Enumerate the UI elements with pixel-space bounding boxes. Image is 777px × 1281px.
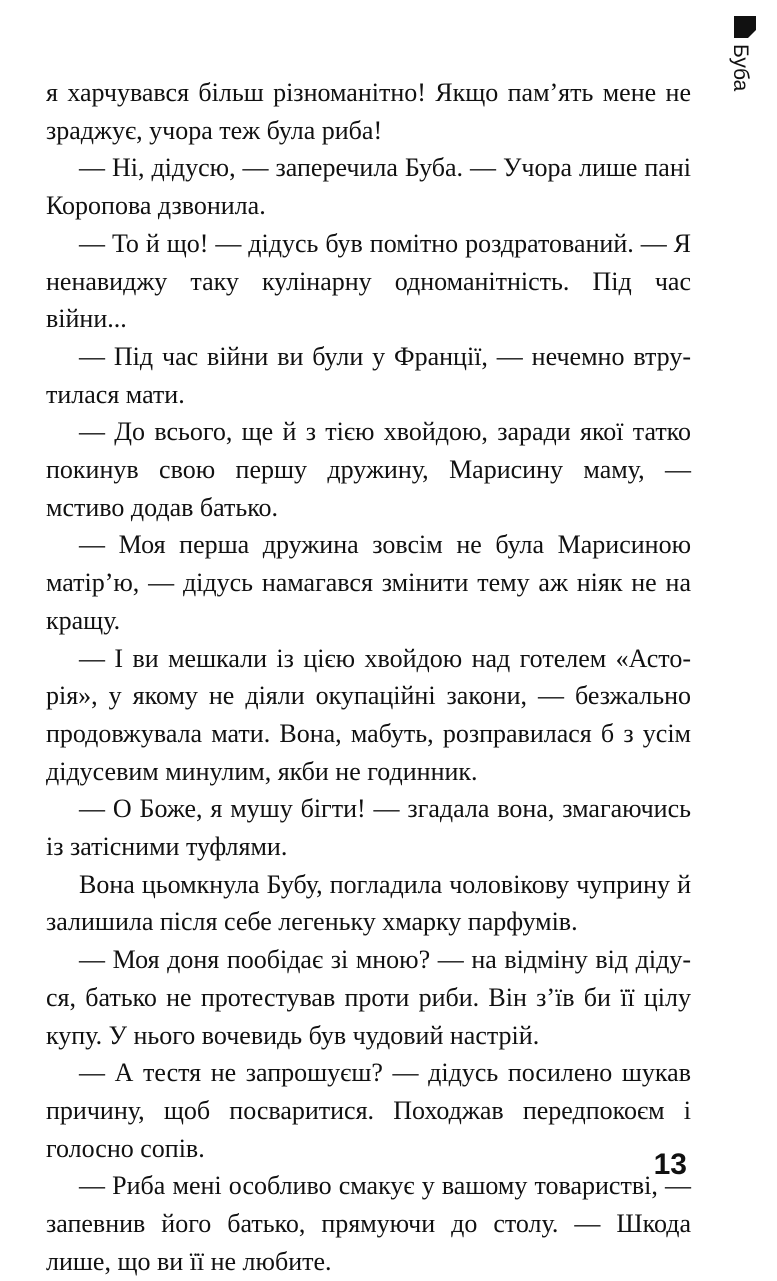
page-number: 13	[653, 1148, 687, 1181]
black-square-marker-icon	[734, 16, 756, 38]
paragraph: — О Боже, я мушу бігти! — згадала вона, змагаючись із затісними туфлями.	[46, 794, 691, 862]
running-head-title: Буба	[729, 44, 752, 92]
paragraph: — Риба мені особливо смакує у вашому товаристві, — запевнив його батько, прямуючи до столу. — Шкода лише, що ви її не любите.	[46, 1171, 691, 1276]
running-head	[730, 14, 770, 104]
paragraph: — А тестя не запрошуєш? — дідусь посилено шукав причину, щоб посваритися. Походжав передпокоєм і голосно сопів.	[46, 1058, 691, 1163]
paragraph: Вона цьомкнула Бубу, погладила чоловікову чуприну й залишила після себе легеньку хмарку парфумів.	[46, 869, 691, 937]
paragraph: — Під час війни ви були у Франції, — нечемно втрутилася мати.	[46, 341, 691, 409]
paragraph: — Ні, дідусю, — заперечила Буба. — Учора лише пані Коропова дзвонила.	[46, 153, 691, 221]
paragraph: — Моя перша дружина зовсім не була Марисиною матір’ю, — дідусь намагався змінити тему аж ніяк не на кращу.	[46, 530, 691, 635]
paragraph: — До всього, ще й з тією хвойдою, заради якої татко покинув свою першу дружину, Марисину маму, — мстиво додав батько.	[46, 417, 691, 522]
paragraph: — То й що! — дідусь був помітно роздратований. — Я ненавиджу таку кулінарну одноманітність. Під час війни...	[46, 228, 691, 334]
body-text	[46, 74, 691, 1281]
paragraph: — І ви мешкали із цією хвойдою над готелем «Асторія», у якому не діяли окупаційні закони, — безжально продовжувала мати. Вона, мабуть, розправилася б з усім дідусевим минулим, якби не годинник.	[46, 643, 691, 786]
paragraph-continued: я харчувався більш різноманітно! Якщо пам’ять мене не зраджує, учора теж була риба!	[46, 78, 691, 145]
paragraph: — Моя доня пообідає зі мною? — на відміну від дідуся, батько не протестував проти риби. Він з’їв би її цілу купу. У нього вочевидь був чудовий настрій.	[46, 945, 691, 1050]
